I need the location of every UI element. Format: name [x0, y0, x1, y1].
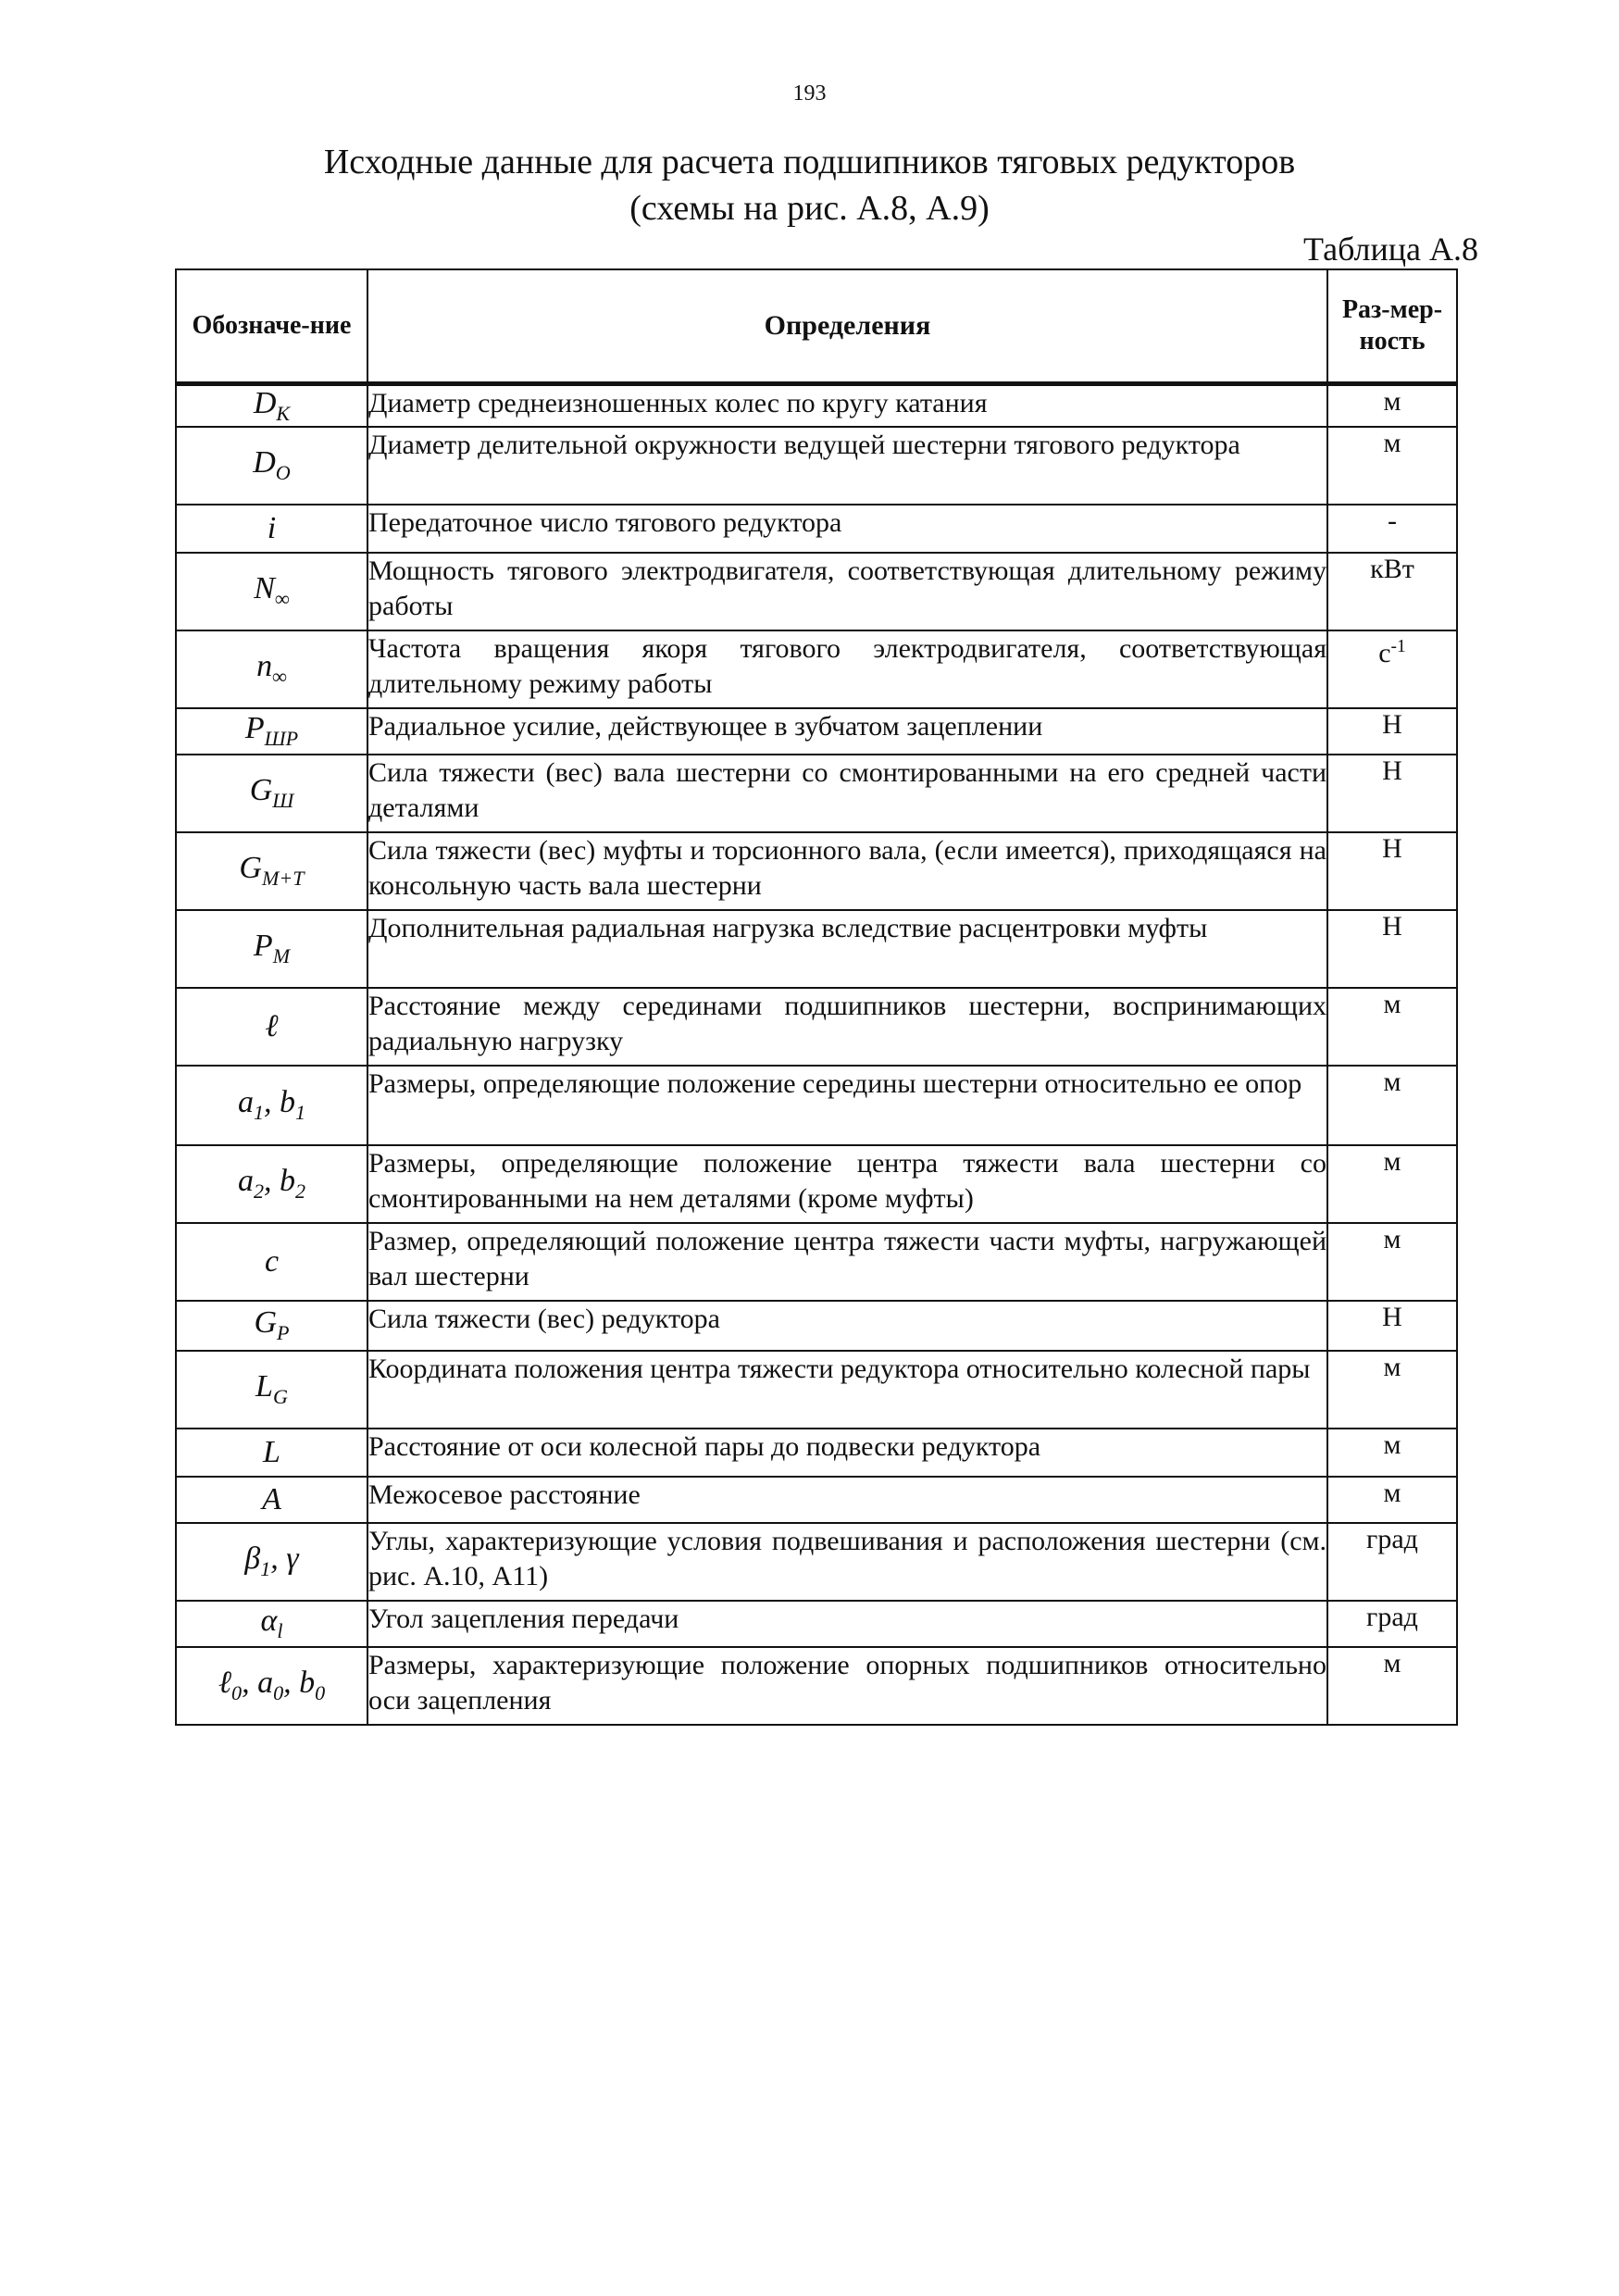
row-unit	[1327, 910, 1457, 988]
row-unit	[1327, 384, 1457, 427]
row-definition: Углы, характеризующие условия подвешивания и расположения шестерни (см. рис. А.10, А11)	[367, 1523, 1327, 1601]
table-row	[176, 1301, 1457, 1351]
table-row	[176, 1066, 1457, 1145]
unit-text: м	[1383, 1145, 1401, 1177]
table-row	[176, 755, 1457, 832]
table-header-row	[176, 269, 1457, 384]
row-unit	[1327, 1145, 1457, 1223]
symbol-subscript: 0	[315, 1681, 326, 1705]
row-unit	[1327, 1066, 1457, 1145]
page-number: 193	[792, 81, 827, 106]
header-symbol	[176, 269, 367, 384]
header-definition-text: Определения	[764, 310, 931, 341]
symbol-main: D	[253, 445, 276, 480]
symbol-main: β	[244, 1541, 261, 1577]
unit-text: Н	[1382, 755, 1402, 786]
unit-superscript: -1	[1390, 636, 1406, 656]
row-definition: Дополнительная радиальная нагрузка вследствие расцентровки муфты	[367, 910, 1327, 988]
unit-text: м	[1383, 1351, 1401, 1382]
table-row	[176, 1523, 1457, 1601]
row-unit	[1327, 832, 1457, 910]
symbol-subscript: G	[272, 1385, 288, 1409]
symbol-main: L	[263, 1434, 280, 1469]
unit-text: кВт	[1370, 553, 1414, 584]
symbol-main: , a	[242, 1666, 274, 1701]
symbol-subscript: Ш	[272, 789, 294, 813]
symbol-main: , b	[264, 1164, 295, 1199]
table-row	[176, 1223, 1457, 1301]
symbol-main: a	[237, 1164, 254, 1199]
symbol-subscript: ШР	[264, 727, 299, 751]
row-definition: Расстояние от оси колесной пары до подвески редуктора	[367, 1429, 1327, 1477]
table-row	[176, 832, 1457, 910]
symbol-main: α	[260, 1603, 278, 1639]
symbol-subscript: K	[276, 401, 291, 425]
row-definition: Передаточное число тягового редуктора	[367, 505, 1327, 553]
symbol-main: n	[256, 649, 273, 684]
row-symbol	[176, 1301, 367, 1351]
unit-text: Н	[1382, 832, 1402, 864]
row-definition: Диаметр делительной окружности ведущей шестерни тягового редуктора	[367, 427, 1327, 505]
row-definition: Расстояние между серединами подшипников шестерни, воспринимающих радиальную нагрузку	[367, 988, 1327, 1066]
row-definition: Частота вращения якоря тягового электродвигателя, соответствующая длительному режиму работы	[367, 630, 1327, 708]
symbol-main: G	[249, 773, 273, 808]
symbol-main: P	[253, 929, 273, 964]
row-unit	[1327, 1223, 1457, 1301]
unit-text: м	[1383, 386, 1401, 417]
table-row	[176, 1429, 1457, 1477]
row-symbol	[176, 427, 367, 505]
row-unit	[1327, 988, 1457, 1066]
unit-text: м	[1383, 427, 1401, 458]
symbol-subscript: O	[275, 461, 291, 485]
row-definition: Размеры, определяющие положение середины шестерни относительно ее опор	[367, 1066, 1327, 1145]
table-row	[176, 384, 1457, 427]
row-definition: Мощность тягового электродвигателя, соответствующая длительному режиму работы	[367, 553, 1327, 630]
page-title	[0, 139, 1619, 231]
table-row	[176, 988, 1457, 1066]
unit-text: град	[1366, 1601, 1418, 1632]
row-unit	[1327, 553, 1457, 630]
symbol-main: L	[255, 1369, 273, 1404]
row-symbol	[176, 384, 367, 427]
symbol-subscript: 0	[273, 1681, 284, 1705]
table-row	[176, 630, 1457, 708]
table-row	[176, 1477, 1457, 1523]
title-line-1: Исходные данные для расчета подшипников тяговых редукторов	[323, 143, 1296, 181]
unit-text: Н	[1382, 708, 1402, 740]
symbol-subscript: 1	[260, 1557, 271, 1581]
row-unit	[1327, 505, 1457, 553]
row-unit	[1327, 1647, 1457, 1725]
table-row	[176, 553, 1457, 630]
symbol-main: G	[254, 1305, 278, 1341]
row-symbol	[176, 1145, 367, 1223]
symbol-main: A	[262, 1481, 281, 1516]
row-definition: Сила тяжести (вес) редуктора	[367, 1301, 1327, 1351]
symbol-subscript: 1	[253, 1101, 264, 1125]
row-symbol	[176, 1601, 367, 1647]
symbol-subscript: 2	[253, 1179, 264, 1204]
unit-text: -	[1388, 505, 1397, 536]
table-row	[176, 505, 1457, 553]
row-symbol	[176, 1429, 367, 1477]
parameters-table	[175, 268, 1458, 1726]
table-caption: Таблица А.8	[1303, 231, 1478, 268]
table-row	[176, 1647, 1457, 1725]
row-unit	[1327, 427, 1457, 505]
row-definition: Угол зацепления передачи	[367, 1601, 1327, 1647]
symbol-subscript: ∞	[272, 665, 287, 689]
row-symbol	[176, 708, 367, 755]
row-definition: Сила тяжести (вес) муфты и торсионного вала, (если имеется), приходящаяся на консольную часть вала шестерни	[367, 832, 1327, 910]
symbol-subscript: М	[272, 944, 291, 968]
symbol-subscript: ∞	[274, 587, 290, 611]
table-row	[176, 1601, 1457, 1647]
symbol-main: , γ	[270, 1541, 299, 1577]
row-definition: Координата положения центра тяжести редуктора относительно колесной пары	[367, 1351, 1327, 1429]
unit-text: с	[1378, 637, 1391, 668]
row-definition: Размер, определяющий положение центра тяжести части муфты, нагружающей вал шестерни	[367, 1223, 1327, 1301]
row-unit	[1327, 1523, 1457, 1601]
row-symbol	[176, 832, 367, 910]
row-symbol	[176, 1647, 367, 1725]
row-definition: Размеры, характеризующие положение опорных подшипников относительно оси зацепления	[367, 1647, 1327, 1725]
row-definition: Радиальное усилие, действующее в зубчатом зацеплении	[367, 708, 1327, 755]
row-unit	[1327, 1429, 1457, 1477]
symbol-subscript: 1	[295, 1101, 306, 1125]
table-row	[176, 427, 1457, 505]
unit-text: м	[1383, 1477, 1401, 1508]
symbol-subscript: P	[277, 1321, 290, 1345]
row-unit	[1327, 1477, 1457, 1523]
row-symbol	[176, 1066, 367, 1145]
symbol-main: G	[239, 851, 262, 886]
symbol-subscript: М+Т	[261, 867, 305, 891]
unit-text: Н	[1382, 1301, 1402, 1332]
symbol-subscript: 0	[231, 1681, 243, 1705]
row-symbol	[176, 630, 367, 708]
row-unit	[1327, 1601, 1457, 1647]
symbol-main: P	[244, 711, 265, 746]
unit-text: град	[1366, 1523, 1418, 1554]
symbol-main: N	[254, 571, 275, 606]
row-symbol	[176, 1351, 367, 1429]
unit-text: м	[1383, 1223, 1401, 1254]
table-row	[176, 1351, 1457, 1429]
row-symbol	[176, 1477, 367, 1523]
header-symbol-text: Обозначе-ние	[192, 311, 352, 340]
unit-text: м	[1383, 1066, 1401, 1097]
header-definition	[367, 269, 1327, 384]
row-unit	[1327, 630, 1457, 708]
row-symbol	[176, 755, 367, 832]
row-unit	[1327, 708, 1457, 755]
row-definition: Сила тяжести (вес) вала шестерни со смонтированными на его средней части деталями	[367, 755, 1327, 832]
table-row	[176, 910, 1457, 988]
symbol-main: ℓ	[218, 1666, 232, 1701]
table-row	[176, 708, 1457, 755]
table-body	[176, 384, 1457, 1725]
row-unit	[1327, 1351, 1457, 1429]
row-definition: Размеры, определяющие положение центра тяжести вала шестерни со смонтированными на нем деталями (кроме муфты)	[367, 1145, 1327, 1223]
unit-text: м	[1383, 1429, 1401, 1460]
unit-text: Н	[1382, 910, 1402, 942]
row-unit	[1327, 755, 1457, 832]
header-unit	[1327, 269, 1457, 384]
symbol-main: , b	[283, 1666, 316, 1701]
header-unit-text: Раз-мер-ность	[1341, 295, 1443, 356]
row-symbol	[176, 910, 367, 988]
row-symbol	[176, 988, 367, 1066]
unit-text: м	[1383, 1647, 1401, 1678]
symbol-main: D	[253, 386, 277, 420]
row-symbol	[176, 553, 367, 630]
row-symbol	[176, 1223, 367, 1301]
symbol-subscript: l	[277, 1619, 283, 1643]
symbol-main: a	[237, 1085, 254, 1120]
row-unit	[1327, 1301, 1457, 1351]
title-line-2: (схемы на рис. А.8, А.9)	[629, 189, 990, 228]
symbol-main: ℓ	[265, 1008, 279, 1043]
symbol-main: i	[267, 510, 277, 545]
row-symbol	[176, 1523, 367, 1601]
row-definition: Межосевое расстояние	[367, 1477, 1327, 1523]
symbol-main: , b	[264, 1085, 295, 1120]
symbol-main: c	[264, 1243, 280, 1279]
unit-text: м	[1383, 988, 1401, 1019]
row-symbol	[176, 505, 367, 553]
symbol-subscript: 2	[295, 1179, 306, 1204]
table-row	[176, 1145, 1457, 1223]
row-definition: Диаметр среднеизношенных колес по кругу катания	[367, 384, 1327, 427]
